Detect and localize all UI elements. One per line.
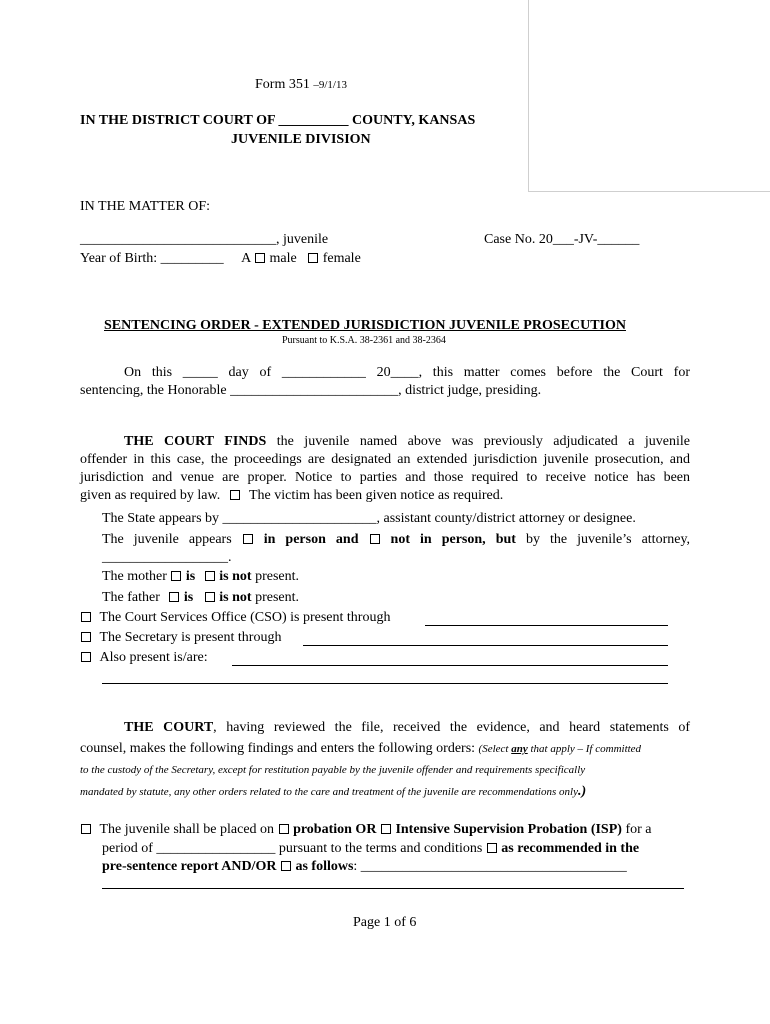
court-line-2-text: counsel, makes the following findings and enters the following orders: <box>80 741 479 756</box>
form-date: –9/1/13 <box>313 79 347 91</box>
finds-line-1 <box>124 434 690 450</box>
male-label: male <box>269 251 297 266</box>
as-recommended-checkbox[interactable] <box>487 843 497 853</box>
mother-label: The mother <box>102 569 167 584</box>
secretary-label: The Secretary is present through <box>99 630 282 645</box>
father-is-not-label: is not <box>219 590 252 605</box>
juvenile-name-blank[interactable]: ____________________________ <box>80 232 276 247</box>
attorney-blank[interactable]: __________________. <box>102 550 232 565</box>
in-person-checkbox[interactable] <box>243 534 253 544</box>
as-follows-label: as follows <box>295 859 354 874</box>
cso-blank[interactable] <box>425 625 668 626</box>
father-is-label: is <box>183 590 194 605</box>
father-present-label: present. <box>255 590 299 605</box>
as-follows-blank-2[interactable] <box>102 888 684 889</box>
female-checkbox[interactable] <box>308 253 318 263</box>
secretary-line <box>80 630 281 646</box>
isp-checkbox[interactable] <box>381 824 391 834</box>
as-recommended-label: as recommended in the <box>501 841 640 856</box>
juvenile-label: , juvenile <box>276 232 329 247</box>
court-heading <box>80 113 475 129</box>
cso-checkbox[interactable] <box>81 612 91 622</box>
select-a: (Select <box>478 743 512 755</box>
cso-label: The Court Services Office (CSO) is present through <box>99 610 391 625</box>
court-line-1-rest: , having reviewed the file, received the evidence, and heard statements of <box>213 720 690 735</box>
form-id: Form 351 <box>255 77 310 92</box>
cso-line <box>80 610 390 626</box>
probation-or-label: probation OR <box>293 822 377 837</box>
father-label: The father <box>102 590 160 605</box>
court-line-1 <box>124 720 690 736</box>
probation-placement-checkbox[interactable] <box>81 824 91 834</box>
on-this-line-1: On this _____ day of ____________ 20____, this matter comes before the Court for <box>124 365 690 380</box>
not-in-person-label: not in person, but <box>390 532 516 547</box>
finds-line-4-a: given as required by law. <box>80 488 221 503</box>
italic-line-3 <box>80 784 586 800</box>
father-is-checkbox[interactable] <box>169 592 179 602</box>
also-present-blank[interactable] <box>232 665 668 666</box>
clerk-filing-stamp-box <box>528 0 770 192</box>
finds-line-1-rest: the juvenile named above was previously adjudicated a juvenile <box>266 434 691 449</box>
finds-lead: THE COURT FINDS <box>124 434 267 449</box>
father-line <box>102 590 299 606</box>
sex-prefix: A <box>241 251 251 266</box>
probation-line-1 <box>80 822 651 838</box>
presentence-label: pre-sentence report AND/OR <box>102 859 277 874</box>
matter-of-label: IN THE MATTER OF: <box>80 199 211 214</box>
mother-is-not-checkbox[interactable] <box>205 571 215 581</box>
for-a-label: for a <box>625 822 652 837</box>
mother-is-checkbox[interactable] <box>171 571 181 581</box>
state-appears-line[interactable]: The State appears by ______________________, assistant county/district attorney or designee. <box>102 511 636 526</box>
as-follows-checkbox[interactable] <box>281 861 291 871</box>
court-lead: THE COURT <box>124 720 214 735</box>
as-follows-blank[interactable]: : ______________________________________ <box>353 859 627 874</box>
juvenile-appears-label: The juvenile appears <box>102 532 232 547</box>
order-title: SENTENCING ORDER - EXTENDED JURISDICTION JUVENILE PROSECUTION <box>104 318 626 333</box>
year-of-birth-field[interactable]: Year of Birth: _________ <box>80 251 224 266</box>
juvenile-name-line <box>80 232 328 248</box>
probation-line-3 <box>102 859 627 875</box>
select-b: that apply – If committed <box>527 743 642 755</box>
statute-reference: Pursuant to K.S.A. 38-2361 and 38-2364 <box>282 335 446 346</box>
attorney-label: by the juvenile’s attorney, <box>525 532 691 547</box>
father-is-not-checkbox[interactable] <box>205 592 215 602</box>
juvenile-appears-line <box>102 532 690 548</box>
victim-notice-checkbox[interactable] <box>230 490 240 500</box>
italic-line-2: to the custody of the Secretary, except for restitution payable by the juvenile offender and requirements specifically <box>80 764 586 776</box>
also-present-blank-2[interactable] <box>102 683 668 684</box>
secretary-blank[interactable] <box>303 645 668 646</box>
secretary-checkbox[interactable] <box>81 632 91 642</box>
italic-end: .) <box>577 784 587 799</box>
female-label: female <box>322 251 361 266</box>
victim-notice-label: The victim has been given notice as required. <box>248 488 504 503</box>
italic-line-3-text: mandated by statute, any other orders related to the care and treatment of the juvenile are recommendations only <box>80 786 578 798</box>
court-heading-a: IN THE DISTRICT COURT OF <box>80 113 276 128</box>
court-heading-b: COUNTY, KANSAS <box>352 113 476 128</box>
period-label[interactable]: period of _________________ pursuant to the terms and conditions <box>102 841 483 856</box>
mother-is-label: is <box>185 569 196 584</box>
placed-label: The juvenile shall be placed on <box>99 822 275 837</box>
finds-line-4 <box>80 488 503 504</box>
case-number[interactable]: Case No. 20___-JV-______ <box>484 232 640 247</box>
page-number: Page 1 of 6 <box>353 915 417 930</box>
on-this-line-2: sentencing, the Honorable ________________________, district judge, presiding. <box>80 383 542 398</box>
court-line-2 <box>80 741 641 757</box>
select-instruction <box>479 743 642 755</box>
finds-line-2: offender in this case, the proceedings are designated an extended jurisdiction juvenile prosecution, and <box>80 452 690 467</box>
county-blank[interactable]: __________ <box>278 113 349 128</box>
probation-line-2 <box>102 841 639 857</box>
male-checkbox[interactable] <box>255 253 265 263</box>
mother-present-label: present. <box>255 569 299 584</box>
also-present-checkbox[interactable] <box>81 652 91 662</box>
in-person-label: in person and <box>263 532 359 547</box>
also-present-line <box>80 650 208 666</box>
form-number <box>255 77 347 93</box>
isp-label: Intensive Supervision Probation (ISP) <box>395 822 622 837</box>
not-in-person-checkbox[interactable] <box>370 534 380 544</box>
birth-sex-line <box>80 251 361 267</box>
mother-line <box>102 569 299 585</box>
probation-checkbox[interactable] <box>279 824 289 834</box>
also-present-label: Also present is/are: <box>99 650 208 665</box>
select-any: any <box>511 743 528 755</box>
division-heading: JUVENILE DIVISION <box>231 132 371 147</box>
mother-is-not-label: is not <box>219 569 252 584</box>
finds-line-3: jurisdiction and venue are proper. Notice to parties and those required to receive notice has been <box>80 470 690 485</box>
